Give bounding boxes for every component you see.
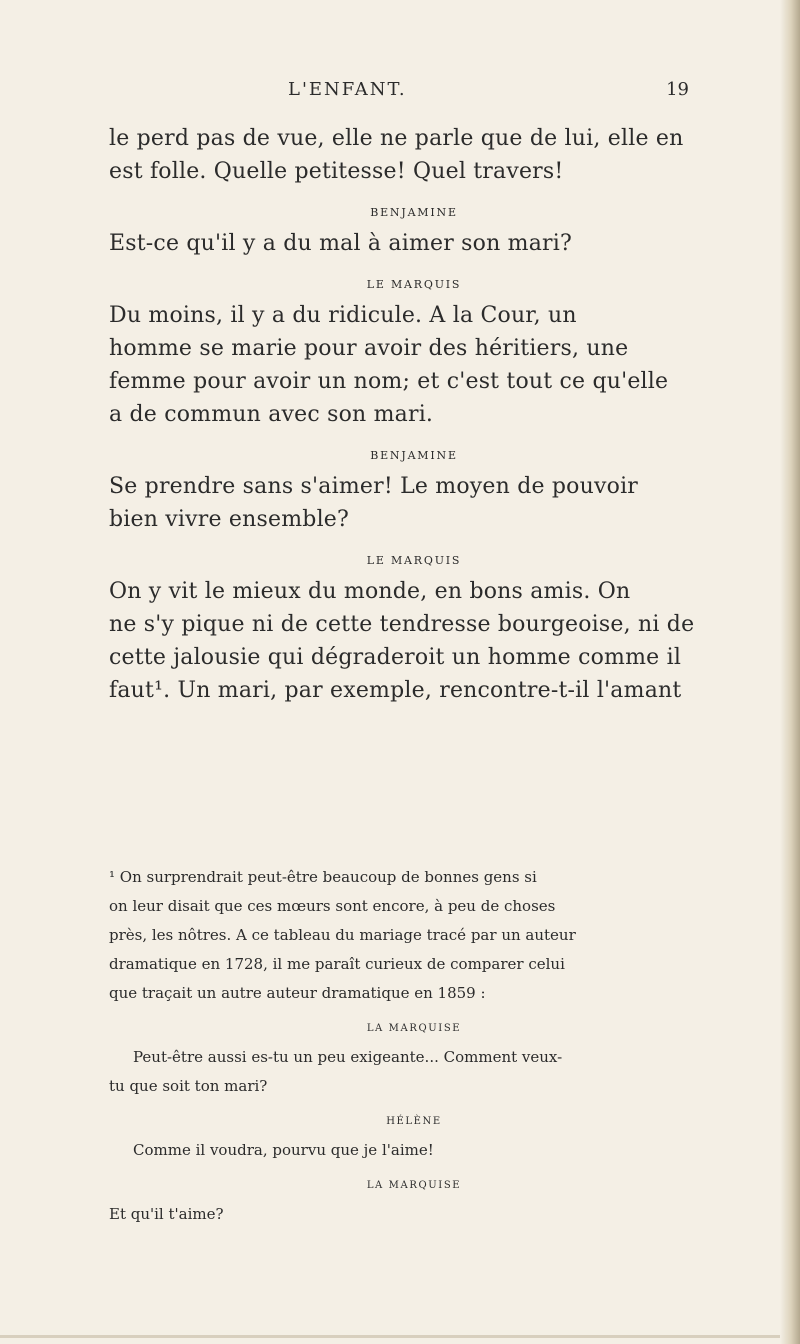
- main-line: est folle. Quelle petitesse! Quel travers!: [109, 159, 564, 184]
- main-line: bien vivre ensemble?: [109, 507, 350, 532]
- footnote-line: Peut-être aussi es-tu un peu exigeante... Comment veux-: [133, 1048, 563, 1066]
- footnote-line: Et qu'il t'aime?: [109, 1205, 224, 1223]
- footnote-line: près, les nôtres. A ce tableau du mariage tracé par un auteur: [109, 926, 576, 944]
- main-line: faut¹. Un mari, par exemple, rencontre-t-il l'amant: [109, 678, 682, 703]
- page-edge-shadow: [780, 0, 800, 1344]
- main-line: Est-ce qu'il y a du mal à aimer son mari?: [109, 231, 572, 256]
- footnote-line: dramatique en 1728, il me paraît curieux de comparer celui: [109, 955, 565, 973]
- main-line: Se prendre sans s'aimer! Le moyen de pouvoir: [109, 474, 639, 499]
- footnote-line: on leur disait que ces mœurs sont encore, à peu de choses: [109, 897, 556, 915]
- speaker-label: LE MARQUIS: [366, 554, 462, 567]
- footnote-dialogue-1: [109, 1016, 719, 1099]
- footnote-line: que traçait un autre auteur dramatique en 1859 :: [109, 984, 486, 1002]
- main-line: Du moins, il y a du ridicule. A la Cour, un: [109, 303, 577, 328]
- footnote-area: [109, 865, 719, 1237]
- footnote-speaker-label: LA MARQUISE: [366, 1180, 462, 1191]
- main-line: ne s'y pique ni de cette tendresse bourgeoise, ni de: [109, 612, 695, 637]
- footnote-line: ¹ On surprendrait peut-être beaucoup de bonnes gens si: [109, 868, 537, 886]
- page-number: 19: [666, 79, 689, 100]
- main-paragraph-5: [109, 554, 719, 707]
- speaker-label: BENJAMINE: [370, 206, 458, 219]
- main-line: a de commun avec son mari.: [109, 402, 434, 427]
- footnote-dialogue-3: [109, 1173, 719, 1227]
- main-line: le perd pas de vue, elle ne parle que de lui, elle en: [109, 126, 684, 151]
- main-line: homme se marie pour avoir des héritiers, une: [109, 336, 629, 361]
- main-line: cette jalousie qui dégraderoit un homme comme il: [109, 645, 682, 670]
- footnote-intro: [109, 865, 719, 1006]
- main-paragraph-3: [109, 278, 719, 431]
- main-paragraph-2: [109, 206, 719, 260]
- running-head: [109, 79, 699, 107]
- main-text-block: [109, 122, 719, 725]
- main-line: femme pour avoir un nom; et c'est tout ce qu'elle: [109, 369, 669, 394]
- footnote-speaker-label: HÉLÈNE: [386, 1116, 442, 1127]
- main-paragraph-1: [109, 122, 719, 188]
- running-title: L'ENFANT.: [288, 79, 407, 100]
- main-paragraph-4: [109, 449, 719, 536]
- footnote-line: tu que soit ton mari?: [109, 1077, 268, 1095]
- footnote-line: Comme il voudra, pourvu que je l'aime!: [133, 1141, 434, 1159]
- footnote-dialogue-2: [109, 1109, 719, 1163]
- footnote-speaker-label: LA MARQUISE: [366, 1023, 462, 1034]
- speaker-label: LE MARQUIS: [366, 278, 462, 291]
- speaker-label: BENJAMINE: [370, 449, 458, 462]
- bottom-rule: [0, 1335, 780, 1338]
- main-line: On y vit le mieux du monde, en bons amis. On: [109, 579, 631, 604]
